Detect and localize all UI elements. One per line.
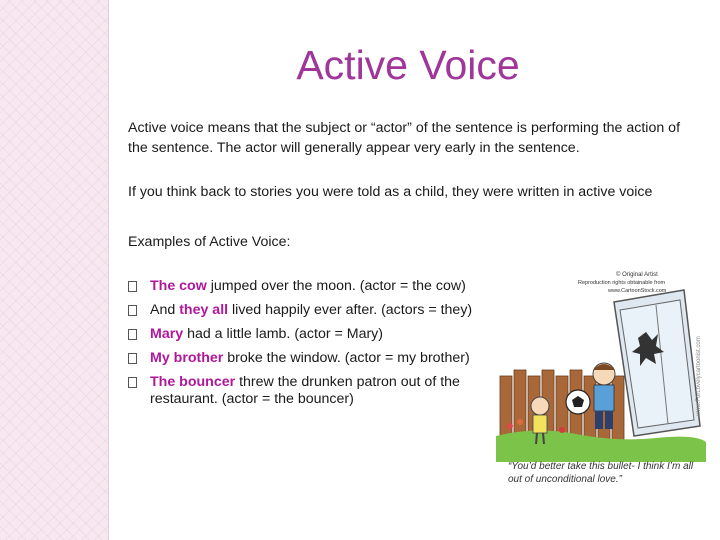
cartoon-credit: © Original Artist [616,272,658,278]
example-rest: lived happily ever after. (actors = they) [228,302,473,318]
example-rest: had a little lamb. (actor = Mary) [183,326,384,342]
example-item [128,374,498,408]
decorative-side-panel [0,0,109,540]
example-actor: My brother [150,350,224,366]
slide-title: Active Voice [296,42,520,88]
example-actor: The cow [150,278,207,294]
definition-paragraph: Active voice means that the subject or “actor” of the sentence is performing the action of the sentence. The actor will generally appear very early in the sentence. [128,120,681,156]
window-frame [614,290,700,436]
svg-text:www.CartoonStock.com: www.CartoonStock.com [608,288,667,294]
svg-text:Reproduction rights obtainable: Reproduction rights obtainable from [578,280,666,286]
examples-list [128,278,498,415]
childhood-stories-paragraph: If you think back to stories you were told as a child, they were written in active voice [128,184,653,200]
soccer-ball [566,390,590,414]
example-rest: jumped over the moon. (actor = the cow) [206,278,466,294]
example-actor: they all [179,302,229,318]
example-item [128,278,498,295]
example-prefix: And [150,302,180,318]
example-item [128,326,498,343]
bullet-box-icon [128,305,137,316]
example-item [128,350,498,367]
bullet-box-icon [128,281,137,292]
artist-signature: www.ForLovelycartoonist.com [696,336,702,416]
example-rest: threw the drunken patron out of the restaurant. (actor = the bouncer) [150,374,460,407]
example-actor: The bouncer [150,374,236,390]
example-item [128,302,498,319]
bullet-box-icon [128,353,137,364]
example-actor: Mary [150,326,184,342]
bullet-box-icon [128,377,137,388]
cartoon-caption: “You’d better take this bullet- I think I’m all out of unconditional love.” [508,461,694,485]
examples-heading: Examples of Active Voice: [128,234,291,250]
example-rest: broke the window. (actor = my brother) [223,350,470,366]
bullet-box-icon [128,329,137,340]
